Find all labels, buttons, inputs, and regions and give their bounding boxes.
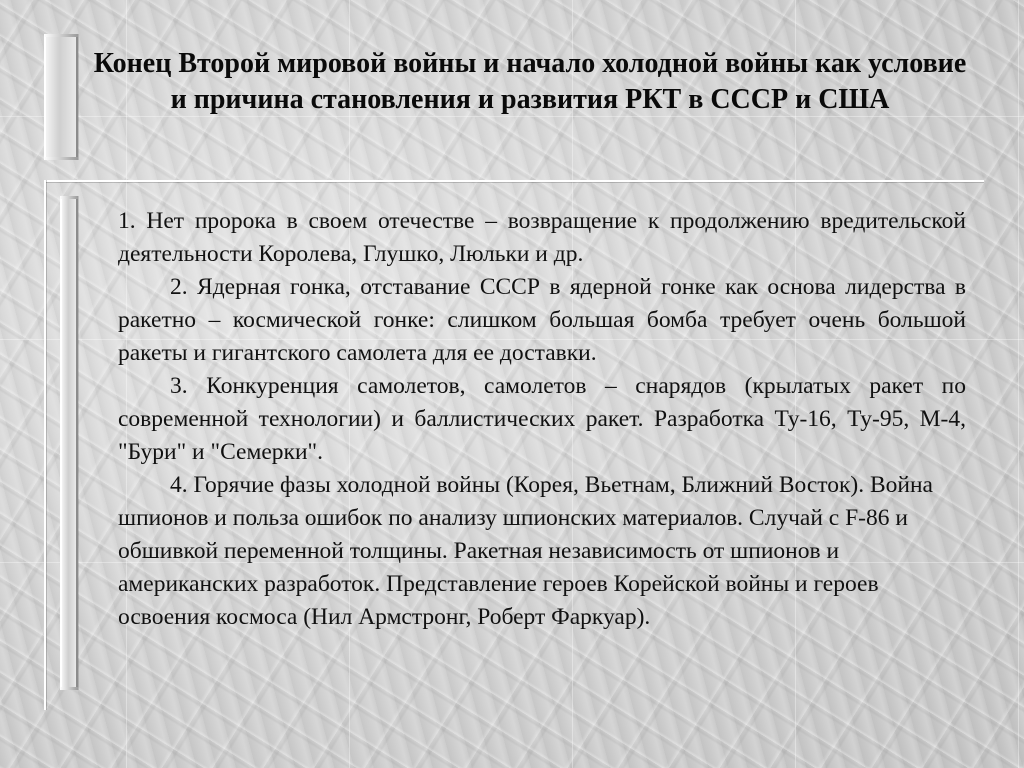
paragraph-1: 1. Нет пророка в своем отечестве – возвращение к продолжению вредительской деятельности Королева, Глушко, Люльки и др.	[118, 208, 966, 267]
content-frame-left	[44, 180, 46, 710]
paragraph-3: 3. Конкуренция самолетов, самолетов – снарядов (крылатых ракет по современной технологии) и баллистических ракет. Разработка Ту-16, Ту-95, М-4, "Бури" и "Семерки".	[118, 373, 966, 465]
decorative-bar-side	[60, 196, 78, 690]
slide-title: Конец Второй мировой войны и начало холодной войны как условие и причина становления и развития РКТ в СССР и США	[93, 48, 967, 115]
decorative-bar-top	[44, 34, 78, 160]
paragraph-4: 4. Горячие фазы холодной войны (Корея, Вьетнам, Ближний Восток). Война шпионов и польза ошибок по анализу шпионских материалов. Случай с F-86 и обшивкой переменной толщины. Ракетная независимость от шпионов и американских разработок. Представление героев Корейской войны и героев освоения космоса (Нил Армстронг, Роберт Фаркуар).	[118, 472, 933, 630]
content-frame-top	[44, 180, 984, 182]
paragraph-2: 2. Ядерная гонка, отставание СССР в ядерной гонке как основа лидерства в ракетно – космической гонке: слишком большая бомба требует очень большой ракеты и гигантского самолета для ее доставки.	[118, 274, 966, 366]
slide-body	[118, 205, 966, 634]
